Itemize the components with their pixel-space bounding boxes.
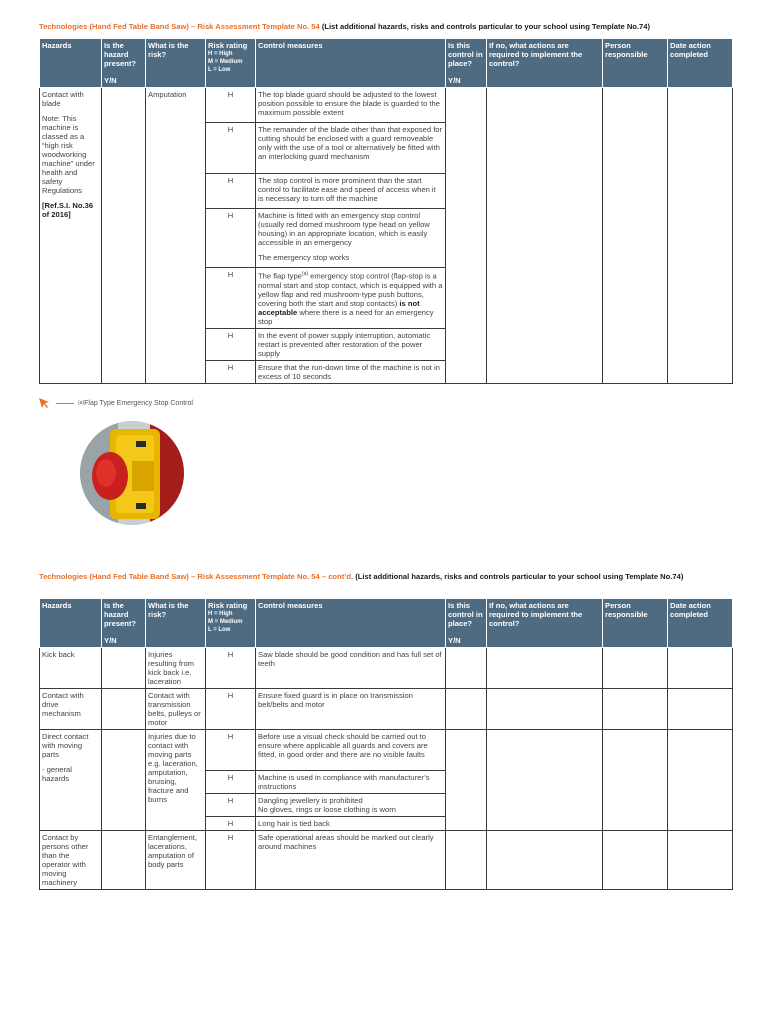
rating-cell: H [206, 88, 256, 123]
header-present-yn: Y/N [104, 636, 117, 645]
section2-title-main: Technologies (Hand Fed Table Band Saw) – Risk Assessment Template No. 54 – cont’d. [39, 572, 354, 581]
header-hazards: Hazards [40, 39, 102, 88]
date-cell[interactable] [668, 648, 733, 689]
risk-table-2 [39, 598, 733, 890]
table-row [40, 689, 733, 730]
risk-cell: Entanglement, lacerations, amputation of body parts [146, 831, 206, 890]
person-cell[interactable] [603, 831, 668, 890]
risk-cell: Injuries due to contact with moving parts e.g. laceration, amputation, bruising, fracture and burns [146, 730, 206, 831]
table-row [40, 730, 733, 771]
orange-arrow-icon [38, 397, 50, 409]
person-cell[interactable] [603, 648, 668, 689]
header-actions: If no, what actions are required to implement the control? [487, 599, 603, 648]
risk-table-1 [39, 38, 733, 384]
header-in-place-yn: Y/N [448, 76, 461, 85]
rating-key-l: L = Low [208, 67, 231, 73]
date-cell[interactable] [668, 689, 733, 730]
header-actions: If no, what actions are required to implement the control? [487, 39, 603, 88]
header-rating: Risk rating H = High M = Medium L = Low [206, 599, 256, 648]
rating-cell: H [206, 360, 256, 383]
header-person: Person responsible [603, 599, 668, 648]
control-cell: Before use a visual check should be carried out to ensure where applicable all guards and covers are fitted, in good order and there are no visible faults [256, 730, 446, 771]
rating-key-h: H = High [208, 51, 233, 57]
rating-cell: H [206, 268, 256, 329]
rating-key-l: L = Low [208, 627, 231, 633]
header-controls: Control measures [256, 599, 446, 648]
header-date: Date action completed [668, 39, 733, 88]
rating-key-m: M = Medium [208, 59, 243, 65]
rating-cell: H [206, 648, 256, 689]
actions-cell[interactable] [487, 730, 603, 831]
hazard-text: Contact with blade [42, 90, 84, 108]
section2-title [39, 572, 734, 582]
caption-text: Flap Type Emergency Stop Control [84, 399, 193, 407]
present-cell[interactable] [102, 648, 146, 689]
rating-cell: H [206, 328, 256, 360]
in-place-cell[interactable] [446, 648, 487, 689]
control-cell: Ensure fixed guard is in place on transmission belt/belts and motor [256, 689, 446, 730]
present-cell[interactable] [102, 88, 146, 384]
control-cell: Safe operational areas should be marked out clearly around machines [256, 831, 446, 890]
header-in-place: Is this control in place? Y/N [446, 39, 487, 88]
person-cell[interactable] [603, 689, 668, 730]
figure-caption [38, 397, 193, 409]
header-person: Person responsible [603, 39, 668, 88]
control-cell: Long hair is tied back [256, 817, 446, 831]
hazard-cell [40, 88, 102, 384]
person-cell[interactable] [603, 730, 668, 831]
control-cell: Saw blade should be good condition and has full set of teeth [256, 648, 446, 689]
control-cell: Ensure that the run-down time of the machine is not in excess of 10 seconds [256, 360, 446, 383]
hazard-reference: [Ref.S.I. No.36 of 2016] [42, 201, 94, 219]
control-cell: The top blade guard should be adjusted to the lowest position possible to ensure the blade is guarded to the maximum possible extent [256, 88, 446, 123]
header-present: Is the hazard present? Y/N [102, 599, 146, 648]
control-cell: The flap type$^{(a)}$ emergency stop control (flap-stop is a normal start and stop contact, which is equipped with a yellow flap and red mushroom-type push buttons, covering both the start and stop contacts) is not acceptable where there is a need for an emergency stop [256, 268, 446, 329]
rating-cell: H [206, 794, 256, 817]
control-text: Machine is fitted with an emergency stop control (usually red domed mushroom type head on yellow housing) in an appropriate location, which is easily accessible in an emergency [258, 211, 430, 247]
rating-cell: H [206, 771, 256, 794]
rating-cell: H [206, 123, 256, 174]
section1-title-note: (List additional hazards, risks and controls particular to your school using Template No.74) [321, 22, 651, 31]
control-cell: Machine is used in compliance with manufacturer’s instructions [256, 771, 446, 794]
rating-key-h: H = High [208, 611, 233, 617]
in-place-cell[interactable] [446, 730, 487, 831]
emergency-stop-photo [80, 421, 184, 525]
in-place-cell[interactable] [446, 88, 487, 384]
risk-cell: Amputation [146, 88, 206, 384]
risk-cell: Injuries resulting from kick back i.e. laceration [146, 648, 206, 689]
control-cell: In the event of power supply interruption, automatic restart is prevented after restoration of the power supply [256, 328, 446, 360]
section1-title [39, 22, 739, 32]
header-risk: What is the risk? [146, 599, 206, 648]
rating-cell: H [206, 174, 256, 209]
rating-cell: H [206, 209, 256, 268]
rating-key-m: M = Medium [208, 619, 243, 625]
control-cell: The stop control is more prominent than the start control to facilitate ease and speed of access when it is necessary to turn off the machine [256, 174, 446, 209]
control-text-extra: The emergency stop works [258, 253, 350, 262]
control-text-extra: No gloves, rings or loose clothing is worn [258, 805, 397, 814]
control-cell [256, 794, 446, 817]
rating-cell: H [206, 689, 256, 730]
section2-title-note: (List additional hazards, risks and controls particular to your school using Template No.74) [355, 572, 684, 581]
control-cell [256, 209, 446, 268]
section1-title-main: Technologies (Hand Fed Table Band Saw) – Risk Assessment Template No. 54 [39, 22, 320, 31]
header-rating: Risk rating H = High M = Medium L = Low [206, 39, 256, 88]
caption-sup: (a) [78, 400, 85, 406]
table-header-row [40, 599, 733, 648]
control-cell: The remainder of the blade other than that exposed for cutting should be enclosed with a guard removeable only with the use of a tool or alternatively be fitted with an interlocking guard mechanism [256, 123, 446, 174]
header-controls: Control measures [256, 39, 446, 88]
control-text: Dangling jewellery is prohibited [258, 796, 363, 805]
hazard-text-extra: - general hazards [42, 765, 72, 783]
header-hazards: Hazards [40, 599, 102, 648]
hazard-cell: Contact by persons other than the operator with moving machinery [40, 831, 102, 890]
rating-cell: H [206, 831, 256, 890]
rating-cell: H [206, 817, 256, 831]
date-cell[interactable] [668, 88, 733, 384]
date-cell[interactable] [668, 831, 733, 890]
in-place-cell[interactable] [446, 831, 487, 890]
hazard-cell [40, 730, 102, 831]
table-row [40, 648, 733, 689]
present-cell[interactable] [102, 689, 146, 730]
in-place-cell[interactable] [446, 689, 487, 730]
person-cell[interactable] [603, 88, 668, 384]
date-cell[interactable] [668, 730, 733, 831]
hazard-cell: Kick back [40, 648, 102, 689]
present-cell[interactable] [102, 831, 146, 890]
header-date: Date action completed [668, 599, 733, 648]
rating-cell: H [206, 730, 256, 771]
hazard-cell: Contact with drive mechanism [40, 689, 102, 730]
actions-cell[interactable] [487, 689, 603, 730]
hazard-note: Note: This machine is classed as a “high risk woodworking machine” under health and safety Regulations [42, 114, 95, 195]
table-row [40, 88, 733, 123]
hazard-text: Direct contact with moving parts [42, 732, 89, 759]
header-present: Is the hazard present? Y/N [102, 39, 146, 88]
risk-cell: Contact with transmission belts, pulleys or motor [146, 689, 206, 730]
header-risk: What is the risk? [146, 39, 206, 88]
present-cell[interactable] [102, 730, 146, 831]
header-present-yn: Y/N [104, 76, 117, 85]
header-in-place-yn: Y/N [448, 636, 461, 645]
header-in-place: Is this control in place? Y/N [446, 599, 487, 648]
table-header-row [40, 39, 733, 88]
table-row [40, 831, 733, 890]
actions-cell[interactable] [487, 648, 603, 689]
actions-cell[interactable] [487, 831, 603, 890]
actions-cell[interactable] [487, 88, 603, 384]
